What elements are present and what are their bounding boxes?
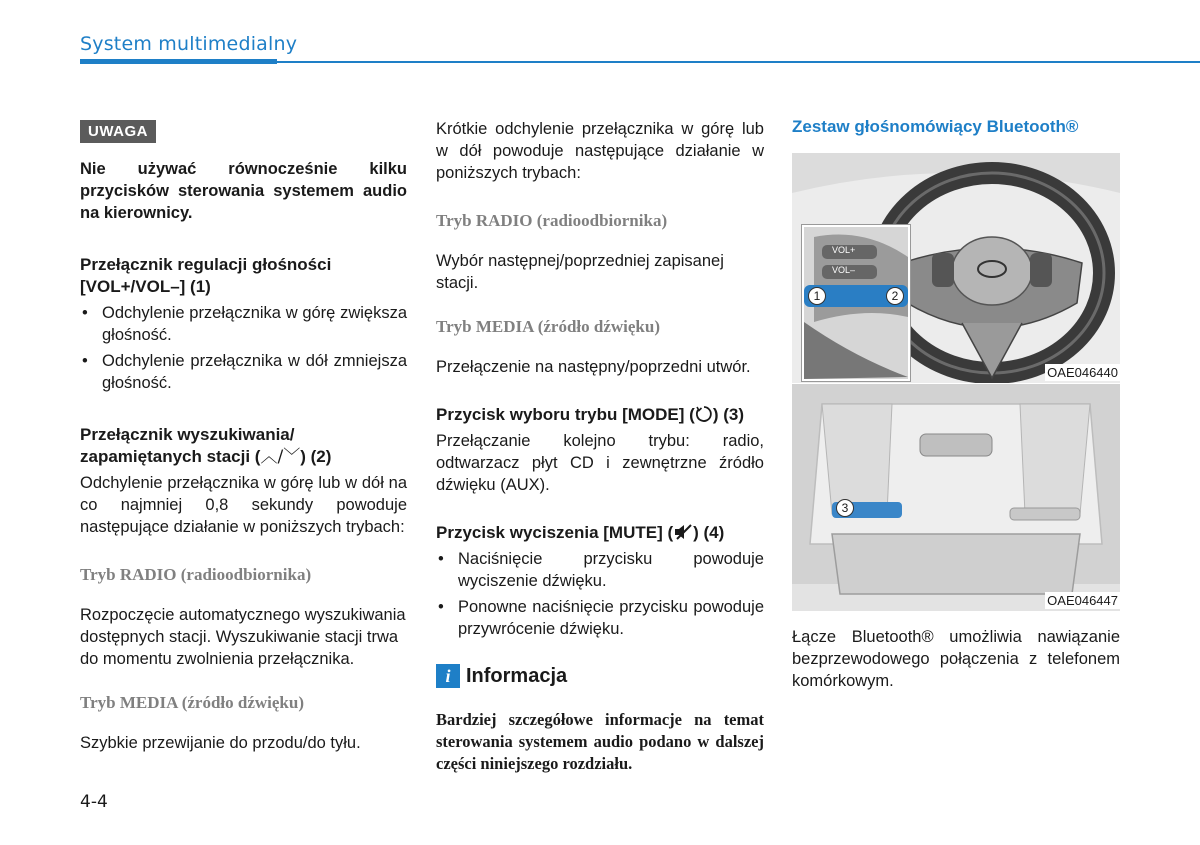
- info-box-header: [436, 664, 764, 688]
- overhead-console-figure: [792, 384, 1120, 611]
- media-mode-description: Przełączenie na następny/poprzedni utwór.: [436, 358, 751, 376]
- seek-heading-line2: [80, 446, 407, 468]
- info-text: Bardziej szczegółowe informacje na temat sterowania systemem audio podano w dalszej części niniejszego rozdziału.: [436, 709, 764, 773]
- bluetooth-heading: Zestaw głośnomówiący Bluetooth®: [792, 117, 1079, 136]
- up-down-arrow-icon: ︿/﹀: [260, 447, 301, 467]
- vol-heading-line2: [VOL+/VOL–] (1): [80, 277, 211, 296]
- mode-heading-text: Przycisk wyboru trybu [MODE] (: [436, 405, 695, 424]
- seek-heading-suffix: ) (2): [300, 447, 332, 466]
- figure-code: OAE046440: [1047, 365, 1118, 380]
- warning-text: Nie używać równocześnie kilku przycisków sterowania systemem audio na kierownicy.: [80, 160, 407, 222]
- media-mode-heading: Tryb MEDIA (źródło dźwięku): [80, 693, 304, 712]
- warning-badge: UWAGA: [80, 120, 156, 143]
- mode-heading: [436, 404, 764, 426]
- steering-wheel-figure: [792, 153, 1120, 383]
- seek-heading-line1: Przełącznik wyszukiwania/: [80, 425, 295, 444]
- vol-bullet-list: [80, 302, 407, 394]
- seek-heading-text: zapamiętanych stacji (: [80, 447, 261, 466]
- vol-plus-label: VOL+: [832, 245, 856, 255]
- vol-minus-label: VOL–: [832, 265, 856, 275]
- header-rule-accent: [80, 59, 277, 64]
- list-item: • Ponowne naciśnięcie przycisku powoduje przywrócenie dźwięku.: [436, 596, 764, 640]
- callout-3: 3: [836, 499, 854, 517]
- column-3: [792, 117, 1122, 137]
- list-item: • Odchylenie przełącznika w dół zmniejsza głośność.: [80, 350, 407, 394]
- info-icon: i: [436, 664, 460, 688]
- info-title: Informacja: [466, 664, 568, 687]
- section-title: System multimedialny: [80, 33, 298, 55]
- mode-heading-suffix: ) (3): [712, 405, 744, 424]
- media-mode-description: Szybkie przewijanie do przodu/do tyłu.: [80, 734, 361, 752]
- media-mode-heading: Tryb MEDIA (źródło dźwięku): [436, 317, 660, 336]
- mute-heading: [436, 522, 764, 544]
- control-inset: [802, 225, 910, 381]
- overhead-console-illustration: [792, 384, 1120, 611]
- radio-mode-heading: Tryb RADIO (radioodbiornika): [80, 565, 312, 584]
- mute-bullet-list: [436, 548, 764, 640]
- page-number: 4-4: [80, 792, 108, 812]
- seek-description: Odchylenie przełącznika w górę lub w dół na co najmniej 0,8 sekundy powoduje następujące działanie w poniższych trybach:: [80, 474, 407, 536]
- column-1: [80, 158, 407, 754]
- callout-1: 1: [808, 287, 826, 305]
- radio-mode-heading: Tryb RADIO (radioodbiornika): [436, 211, 668, 230]
- list-item: • Odchylenie przełącznika w górę zwiększa głośność.: [80, 302, 407, 346]
- figure-code: OAE046447: [1047, 593, 1118, 608]
- mode-description: Przełączanie kolejno trybu: radio, odtwarzacz płyt CD i zewnętrzne źródło dźwięku (AUX).: [436, 432, 764, 494]
- callout-2: 2: [886, 287, 904, 305]
- short-description: Krótkie odchylenie przełącznika w górę lub w dół powoduje następujące działanie w poniższych trybach:: [436, 120, 764, 182]
- vol-heading-line1: Przełącznik regulacji głośności: [80, 255, 332, 274]
- list-item: • Naciśnięcie przycisku powoduje wyciszenie dźwięku.: [436, 548, 764, 592]
- bluetooth-description: Łącze Bluetooth® umożliwia nawiązanie bezprzewodowego połączenia z telefonem komórkowym.: [792, 628, 1120, 690]
- mute-icon: [673, 523, 693, 541]
- radio-mode-description: Rozpoczęcie automatycznego wyszukiwania dostępnych stacji. Wyszukiwanie stacji trwa do momentu zwolnienia przełącznika.: [80, 606, 406, 668]
- column-2: [436, 118, 764, 791]
- mute-heading-text: Przycisk wyciszenia [MUTE] (: [436, 523, 674, 542]
- mode-icon: [695, 405, 713, 423]
- mute-heading-suffix: ) (4): [693, 523, 725, 542]
- radio-mode-description: Wybór następnej/poprzedniej zapisanej stacji.: [436, 252, 724, 292]
- bluetooth-text-block: [792, 626, 1120, 692]
